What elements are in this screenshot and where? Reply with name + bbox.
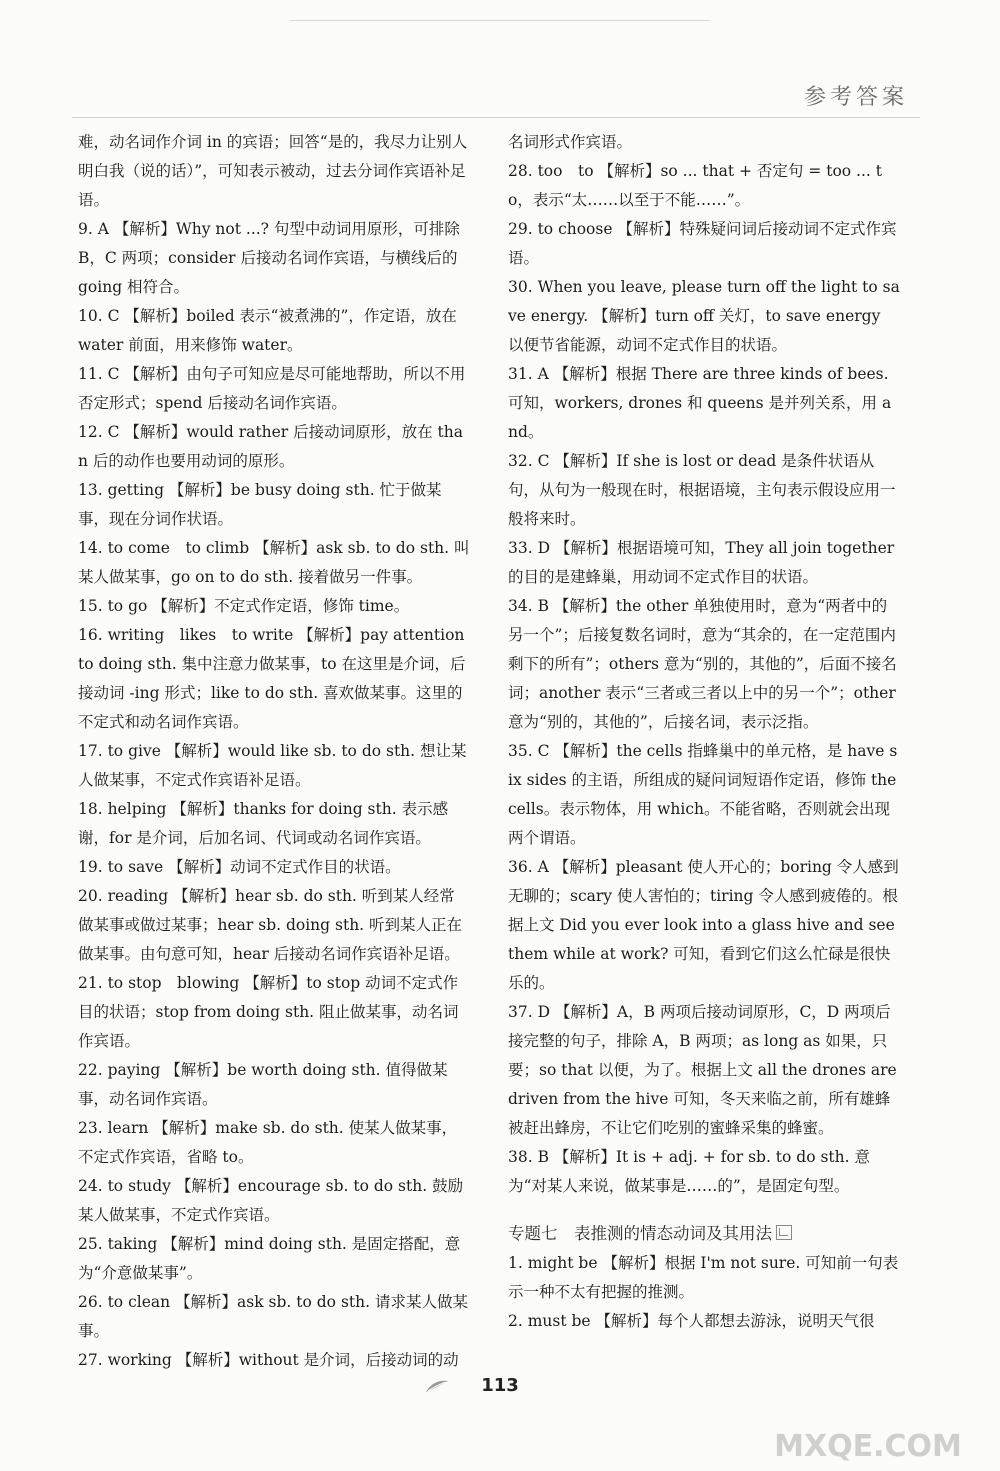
answer-item: 26. to clean 【解析】ask sb. to do sth. 请求某人做某事。 [78, 1293, 468, 1340]
answer-item: 28. too to 【解析】so ... that + 否定句 = too ... to，表示“太……以至于不能……”。 [508, 162, 882, 209]
answer-item: 13. getting 【解析】be busy doing sth. 忙于做某事，现在分词作状语。 [78, 481, 442, 528]
answer-item: 37. D 【解析】A，B 两项后接动词原形，C，D 两项后接完整的句子，排除 A，B 两项；as long as 如果，只要；so that 以便，为了。根据上文 all the drones are driven from the hive 可知，冬天来临之前，所有雄蜂被赶出蜂房，不让它们吃别的蜜蜂采集的蜂蜜。 [508, 1003, 897, 1137]
answer-item: 20. reading 【解析】hear sb. do sth. 听到某人经常做某事或做过某事；hear sb. doing sth. 听到某人正在做某事。由句意可知，hear 后接动名词作宾语补足语。 [78, 887, 463, 963]
answer-item: 36. A 【解析】pleasant 使人开心的；boring 令人感到无聊的；scary 使人害怕的；tiring 令人感到疲倦的。根据上文 Did you ever look into a glass hive and see them while at work? 可知，看到它们这么忙碌是很快乐的。 [508, 858, 899, 992]
answer-item: 14. to come to climb 【解析】ask sb. to do sth. 叫某人做某事，go on to do sth. 接着做另一件事。 [78, 539, 470, 586]
left-column [78, 128, 470, 1375]
top-rule [290, 20, 710, 21]
section-title-text: 专题七 表推测的情态动词及其用法 [508, 1224, 772, 1243]
edit-icon [776, 1225, 792, 1240]
watermark-text: MXQE.COM [774, 1429, 962, 1464]
answer-item: 21. to stop blowing 【解析】to stop 动词不定式作目的状语；stop from doing sth. 阻止做某事，动名词作宾语。 [78, 974, 459, 1050]
answer-item: 1. might be 【解析】根据 I'm not sure. 可知前一句表示一种不太有把握的推测。 [508, 1254, 899, 1301]
answer-item: 18. helping 【解析】thanks for doing sth. 表示感谢，for 是介词，后加名词、代词或动名词作宾语。 [78, 800, 449, 847]
answer-item: 17. to give 【解析】would like sb. to do sth. 想让某人做某事，不定式作宾语补足语。 [78, 742, 467, 789]
header-rule [72, 117, 920, 118]
answer-item: 15. to go 【解析】不定式作定语，修饰 time。 [78, 597, 410, 615]
answer-item: 30. When you leave, please turn off the light to save energy. 【解析】turn off 关灯，to save energy 以便节省能源，动词不定式作目的状语。 [508, 278, 900, 354]
right-column [508, 128, 900, 1336]
answer-item: 38. B 【解析】It is + adj. + for sb. to do sth. 意为“对某人来说，做某事是……的”，是固定句型。 [508, 1148, 870, 1195]
page-number: 113 [481, 1375, 519, 1396]
answer-item: 19. to save 【解析】动词不定式作目的状语。 [78, 858, 401, 876]
answer-item: 34. B 【解析】the other 单独使用时，意为“两者中的另一个”；后接复数名词时，意为“其余的，在一定范围内剩下的所有”；others 意为“别的，其他的”，后面不接名词；another 表示“三者或三者以上中的另一个”；other 意为“别的，其他的”，后接名词，表示泛指。 [508, 597, 897, 731]
answer-item: 35. C 【解析】the cells 指蜂巢中的单元格，是 have six sides 的主语，所组成的疑问词短语作定语，修饰 the cells。表示物体，用 which。不能省略，否则就会出现两个谓语。 [508, 742, 898, 847]
answer-item: 25. taking 【解析】mind doing sth. 是固定搭配，意为“介意做某事”。 [78, 1235, 461, 1282]
answer-item: 29. to choose 【解析】特殊疑问词后接动词不定式作宾语。 [508, 220, 897, 267]
section-title [508, 1219, 900, 1249]
answer-item: 31. A 【解析】根据 There are three kinds of bees. 可知，workers, drones 和 queens 是并列关系，用 and。 [508, 365, 892, 441]
answer-item: 11. C 【解析】由句子可知应是尽可能地帮助，所以不用否定形式；spend 后接动名词作宾语。 [78, 365, 466, 412]
answer-item: 难，动名词作介词 in 的宾语；回答“是的，我尽力让别人明白我（说的话）”，可知表示被动，过去分词作宾语补足语。 [78, 133, 468, 209]
answer-item: 33. D 【解析】根据语境可知，They all join together 的目的是建蜂巢，用动词不定式作目的状语。 [508, 539, 895, 586]
answer-item: 名词形式作宾语。 [508, 133, 633, 151]
answer-item: 10. C 【解析】boiled 表示“被煮沸的”，作定语，放在 water 前面，用来修饰 water。 [78, 307, 457, 354]
answer-item: 32. C 【解析】If she is lost or dead 是条件状语从句，从句为一般现在时，根据语境，主句表示假设应用一般将来时。 [508, 452, 896, 528]
answer-item: 22. paying 【解析】be worth doing sth. 值得做某事，动名词作宾语。 [78, 1061, 448, 1108]
answer-item: 16. writing likes to write 【解析】pay attention to doing sth. 集中注意力做某事，to 在这里是介词，后接动词 -ing 形式；like to do sth. 喜欢做某事。这里的不定式和动名词作宾语。 [78, 626, 466, 731]
answer-item: 9. A 【解析】Why not ...? 句型中动词用原形，可排除 B，C 两项；consider 后接动名词作宾语，与横线后的 going 相符合。 [78, 220, 460, 296]
answer-item: 23. learn 【解析】make sb. do sth. 使某人做某事，不定式作宾语，省略 to。 [78, 1119, 458, 1166]
answer-item: 12. C 【解析】would rather 后接动词原形，放在 than 后的动作也要用动词的原形。 [78, 423, 464, 470]
page-header-title: 参考答案 [803, 85, 908, 110]
watermark-logo [754, 1418, 982, 1466]
answer-item: 2. must be 【解析】每个人都想去游泳，说明天气很 [508, 1312, 875, 1330]
answer-item: 27. working 【解析】without 是介词，后接动词的动 [78, 1351, 459, 1369]
answer-item: 24. to study 【解析】encourage sb. to do sth. 鼓励某人做某事，不定式作宾语。 [78, 1177, 464, 1224]
